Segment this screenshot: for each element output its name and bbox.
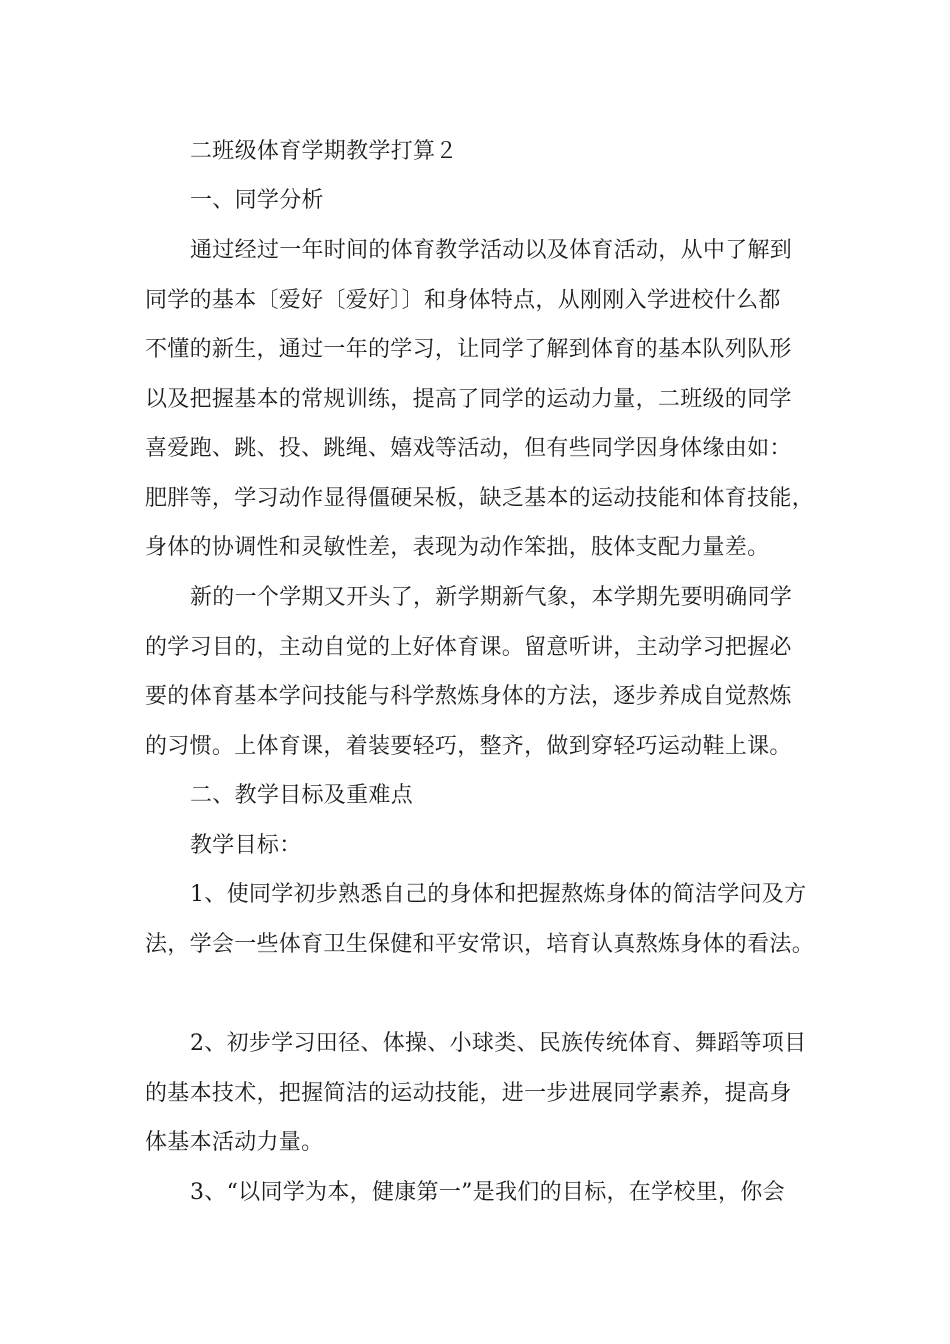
paragraph-line: 新的一个学期又开头了，新学期新气象，本学期先要明确同学 xyxy=(190,585,793,610)
document-title: 二班级体育学期教学打算２ xyxy=(190,139,458,164)
paragraph-line: 要的体育基本学问技能与科学熬炼身体的方法，逐步养成自觉熬炼 xyxy=(145,684,792,709)
paragraph-line: 以及把握基本的常规训练，提高了同学的运动力量，二班级的同学 xyxy=(145,387,792,412)
paragraph-line: 肥胖等，学习动作显得僵硬呆板，缺乏基本的运动技能和体育技能， xyxy=(145,486,815,511)
goals-label: 教学目标： xyxy=(190,833,302,858)
paragraph-line: 喜爱跑、跳、投、跳绳、嬉戏等活动，但有些同学因身体缘由如： xyxy=(145,436,792,461)
section-heading-student-analysis: 一、同学分析 xyxy=(190,188,324,213)
paragraph-line: 的学习目的，主动自觉的上好体育课。留意听讲，主动学习把握必 xyxy=(145,635,792,660)
paragraph-line: 不懂的新生，通过一年的学习，让同学了解到体育的基本队列队形 xyxy=(145,337,792,362)
goal-item-line: 体基本活动力量。 xyxy=(145,1130,324,1155)
paragraph-line: 的习惯。上体育课，着装要轻巧，整齐，做到穿轻巧运动鞋上课。 xyxy=(145,734,792,759)
paragraph-line: 身体的协调性和灵敏性差，表现为动作笨拙，肢体支配力量差。 xyxy=(145,535,770,560)
goal-item-line: 的基本技术，把握简洁的运动技能，进一步进展同学素养，提高身 xyxy=(145,1081,792,1106)
goal-item-line: 1、使同学初步熟悉自己的身体和把握熬炼身体的简洁学问及方 xyxy=(190,882,807,907)
goal-item-line: 法，学会一些体育卫生保健和平安常识，培育认真熬炼身体的看法。 xyxy=(145,932,815,957)
goal-item-line: 3、“以同学为本，健康第一”是我们的目标，在学校里，你会 xyxy=(190,1180,785,1205)
paragraph-line: 通过经过一年时间的体育教学活动以及体育活动，从中了解到 xyxy=(190,238,793,263)
paragraph-line: 同学的基本〔爱好〔爱好〕〕和身体特点，从刚刚入学进校什么都 xyxy=(145,288,781,313)
goal-item-line: 2、初步学习田径、体操、小球类、民族传统体育、舞蹈等项目 xyxy=(190,1031,807,1056)
section-heading-teaching-goals: 二、教学目标及重难点 xyxy=(190,783,414,808)
